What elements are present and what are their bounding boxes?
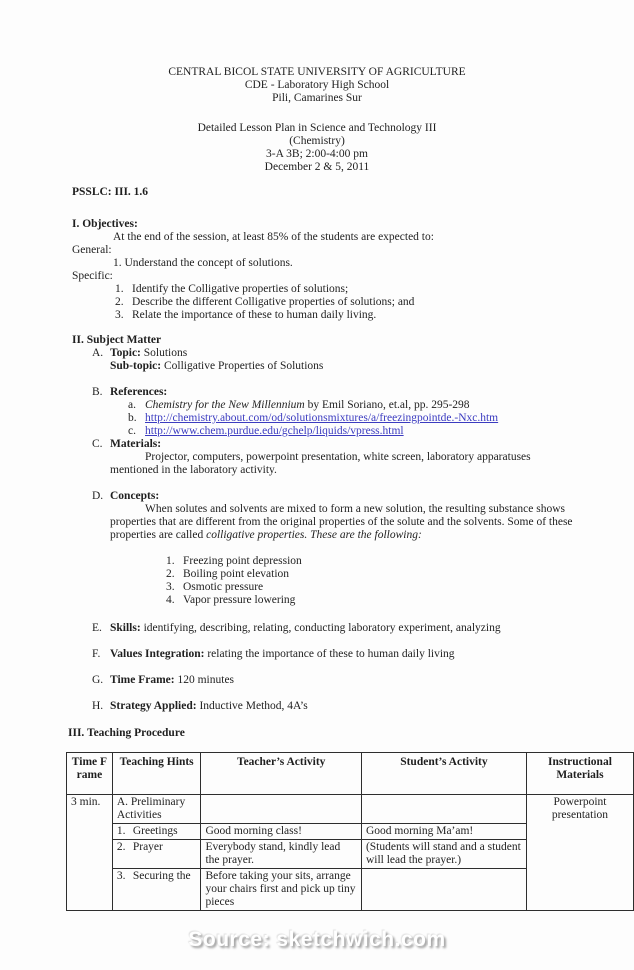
item-text: Identify the Colligative properties of solutions; [132,283,349,295]
hint-cell [112,869,201,911]
class-section-time: 3-A 3B; 2:00-4:00 pm [266,148,368,160]
item-number: 2. [166,568,175,580]
list-item [72,568,574,581]
table-row [67,795,634,824]
hint-number: 2. [116,841,126,853]
col-header-teaching-hints: Teaching Hints [112,753,201,795]
subtopic-label: Sub-topic: [110,360,162,372]
list-item [72,309,572,322]
item-letter: A. [92,347,104,359]
item-letter: G. [92,674,104,686]
time-frame-label: Time Frame: [110,674,175,686]
values-integration-label: Values Integration: [110,648,205,660]
col-header-instructional-materials: Instructional Materials [526,753,633,795]
subject-matter-heading: II. Subject Matter [72,334,162,346]
objectives-section [72,218,572,322]
materials-cell: Powerpoint presentation [526,795,633,911]
time-frame-row [72,674,574,687]
teacher-cell: Good morning class! [201,824,361,840]
school-location: Pili, Camarines Sur [272,92,362,104]
skills-row [72,622,574,635]
teaching-procedure-heading: III. Teaching Procedure [68,727,185,739]
hint-cell [112,840,201,869]
item-text: Describe the different Colligative properties of solutions; and [132,296,415,308]
strategy-value: Inductive Method, 4A’s [199,700,308,712]
hint-text: Securing the [132,870,191,882]
skills-label: Skills: [110,622,141,634]
reference-item [72,399,574,412]
colligative-properties-list [72,555,574,607]
subject-matter-section [72,334,574,713]
source-watermark: Source: sketchwich.com [188,928,446,951]
student-cell: (Students will stand and a student will lead the prayer.) [361,840,526,869]
hint-number: 3. [116,870,126,882]
item-text: Relate the importance of these to human daily living. [132,309,377,321]
time-frame-value: 120 minutes [177,674,235,686]
topic-value: Solutions [143,347,188,359]
item-number: 1. [166,555,175,567]
general-label: General: [72,244,112,256]
student-cell [361,869,526,911]
reference-item [72,425,574,438]
item-letter: H. [92,700,104,712]
values-integration-value: relating the importance of these to human daily living [207,648,455,660]
list-item [72,581,574,594]
skills-value: identifying, describing, relating, conducting laboratory experiment, analyzing [143,622,501,634]
specific-label: Specific: [72,270,113,282]
concepts-text-italic: colligative properties. These are the following: [206,529,422,541]
materials-text: Projector, computers, powerpoint presentation, white screen, laboratory apparatuses mentioned in the laboratory activity. [110,451,531,476]
plan-title: Detailed Lesson Plan in Science and Technology III [197,122,437,134]
item-letter: a. [128,399,136,411]
strategy-label: Strategy Applied: [110,700,197,712]
plan-subject: (Chemistry) [289,135,345,147]
item-letter: b. [128,412,137,424]
reference-link[interactable]: http://chemistry.about.com/od/solutionsmixtures/a/freezingpointde.-Nxc.htm [145,412,499,424]
school-name: CDE - Laboratory High School [244,79,390,91]
hint-text: Prayer [132,841,163,853]
item-text: Freezing point depression [183,555,302,567]
book-authors: by Emil Soriano, et.al, pp. 295-298 [307,399,470,411]
reference-item [72,412,574,425]
item-letter: C. [92,438,103,450]
general-item: 1. Understand the concept of solutions. [113,257,293,269]
references-row [72,386,574,399]
student-cell: Good morning Ma’am! [361,824,526,840]
col-header-time-frame: Time Frame [67,753,113,795]
item-letter: B. [92,386,103,398]
list-item [72,283,572,296]
list-item [72,594,574,607]
university-name: CENTRAL BICOL STATE UNIVERSITY OF AGRICULTURE [168,66,466,78]
item-letter: F. [92,648,101,660]
concepts-row [72,490,574,503]
item-number: 3. [166,581,175,593]
hint-text: Greetings [132,825,178,837]
item-text: Boiling point elevation [183,568,290,580]
teaching-procedure-table [66,752,634,911]
topic-row [72,347,574,360]
references-label: References: [110,386,168,398]
student-cell [361,795,526,824]
references-list [72,399,574,438]
item-letter: D. [92,490,104,502]
specific-objectives-list [72,283,572,322]
item-number: 4. [166,594,175,606]
hint-cell: A. Preliminary Activities [112,795,201,824]
item-text: Vapor pressure lowering [183,594,296,606]
item-number: 1. [115,283,124,295]
book-title: Chemistry for the New Millennium [145,399,305,411]
strategy-row [72,700,574,713]
table-header-row [67,753,634,795]
hint-number: 1. [116,825,126,837]
list-item [72,555,574,568]
item-text: Osmotic pressure [183,581,264,593]
subtopic-value: Colligative Properties of Solutions [164,360,324,372]
values-integration-row [72,648,574,661]
topic-label: Topic: [110,347,141,359]
objectives-intro: At the end of the session, at least 85% of the students are expected to: [113,231,434,243]
teacher-cell: Everybody stand, kindly lead the prayer. [201,840,361,869]
concepts-text: When solutes and solvents are mixed to form a new solution, the resulting substance shows properties that are different from the original properties of the solute and the solvents. Some of these properties are called [110,503,573,541]
list-item [72,296,572,309]
concepts-paragraph [72,503,574,542]
time-cell: 3 min. [67,795,113,911]
objectives-heading: I. Objectives: [72,218,138,230]
subtopic-row [72,360,574,373]
plan-dates: December 2 & 5, 2011 [264,161,370,173]
materials-row [72,438,574,451]
item-letter: E. [92,622,102,634]
col-header-student-activity: Student’s Activity [361,753,526,795]
teacher-cell [201,795,361,824]
item-number: 2. [115,296,124,308]
item-letter: c. [128,425,136,437]
reference-link[interactable]: http://www.chem.purdue.edu/gchelp/liquids/vpress.html [145,425,404,437]
hint-cell [112,824,201,840]
concepts-label: Concepts: [110,490,160,502]
teacher-cell: Before taking your sits, arrange your chairs first and pick up tiny pieces [201,869,361,911]
col-header-teacher-activity: Teacher’s Activity [201,753,361,795]
item-number: 3. [115,309,124,321]
psslc-code: PSSLC: III. 1.6 [72,186,149,198]
materials-label: Materials: [110,438,162,450]
document-header [0,66,634,174]
